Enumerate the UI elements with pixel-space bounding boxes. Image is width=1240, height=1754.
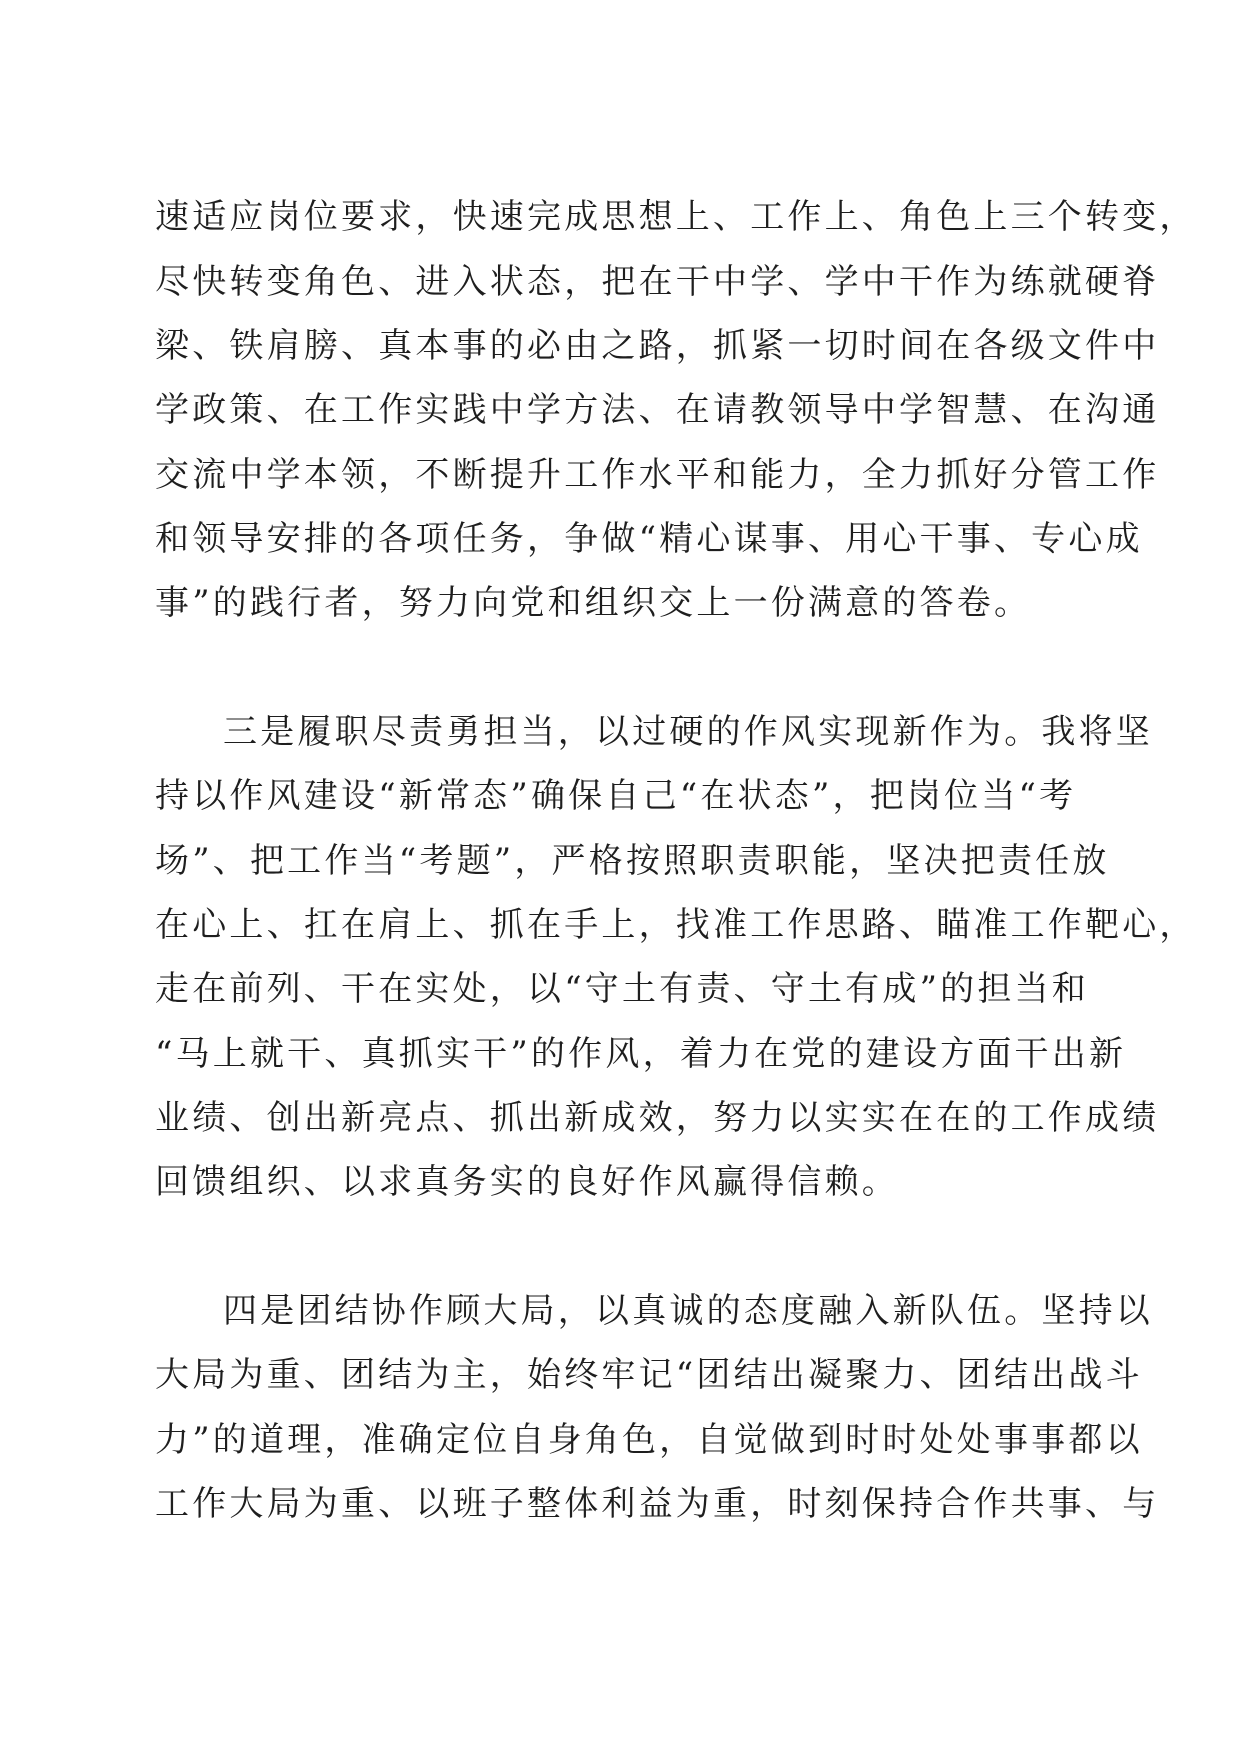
- text-line: 三是履职尽责勇担当，以过硬的作风实现新作为。我将坚: [223, 712, 1153, 752]
- text-line: 业绩、创出新亮点、抓出新成效，努力以实实在在的工作成绩: [155, 1098, 1160, 1138]
- text-line: 交流中学本领，不断提升工作水平和能力，全力抓好分管工作: [155, 455, 1160, 495]
- text-line: 尽快转变角色、进入状态，把在干中学、学中干作为练就硬脊: [155, 262, 1160, 302]
- text-line: 大局为重、团结为主，始终牢记“团结出凝聚力、团结出战斗: [155, 1355, 1143, 1395]
- text-line: 力”的道理，准确定位自身角色，自觉做到时时处处事事都以: [155, 1420, 1143, 1460]
- text-line: 在心上、扛在肩上、抓在手上，找准工作思路、瞄准工作靶心，: [155, 905, 1197, 945]
- text-line: 学政策、在工作实践中学方法、在请教领导中学智慧、在沟通: [155, 390, 1160, 430]
- text-line: 和领导安排的各项任务，争做“精心谋事、用心干事、专心成: [155, 519, 1143, 559]
- text-line: 梁、铁肩膀、真本事的必由之路，抓紧一切时间在各级文件中: [155, 326, 1160, 366]
- text-line: 回馈组织、以求真务实的良好作风赢得信赖。: [155, 1162, 899, 1202]
- text-line: “马上就干、真抓实干”的作风，着力在党的建设方面干出新: [155, 1034, 1127, 1074]
- text-line: 速适应岗位要求，快速完成思想上、工作上、角色上三个转变，: [155, 197, 1197, 237]
- text-line: 走在前列、干在实处，以“守土有责、守土有成”的担当和: [155, 969, 1089, 1009]
- text-line: 持以作风建设“新常态”确保自己“在状态”，把岗位当“考: [155, 776, 1077, 816]
- text-line: 工作大局为重、以班子整体利益为重，时刻保持合作共事、与: [155, 1484, 1160, 1524]
- text-line: 场”、把工作当“考题”，严格按照职责职能，坚决把责任放: [155, 841, 1110, 881]
- text-line: 四是团结协作顾大局，以真诚的态度融入新队伍。坚持以: [223, 1291, 1153, 1331]
- text-line: 事”的践行者，努力向党和组织交上一份满意的答卷。: [155, 583, 1032, 623]
